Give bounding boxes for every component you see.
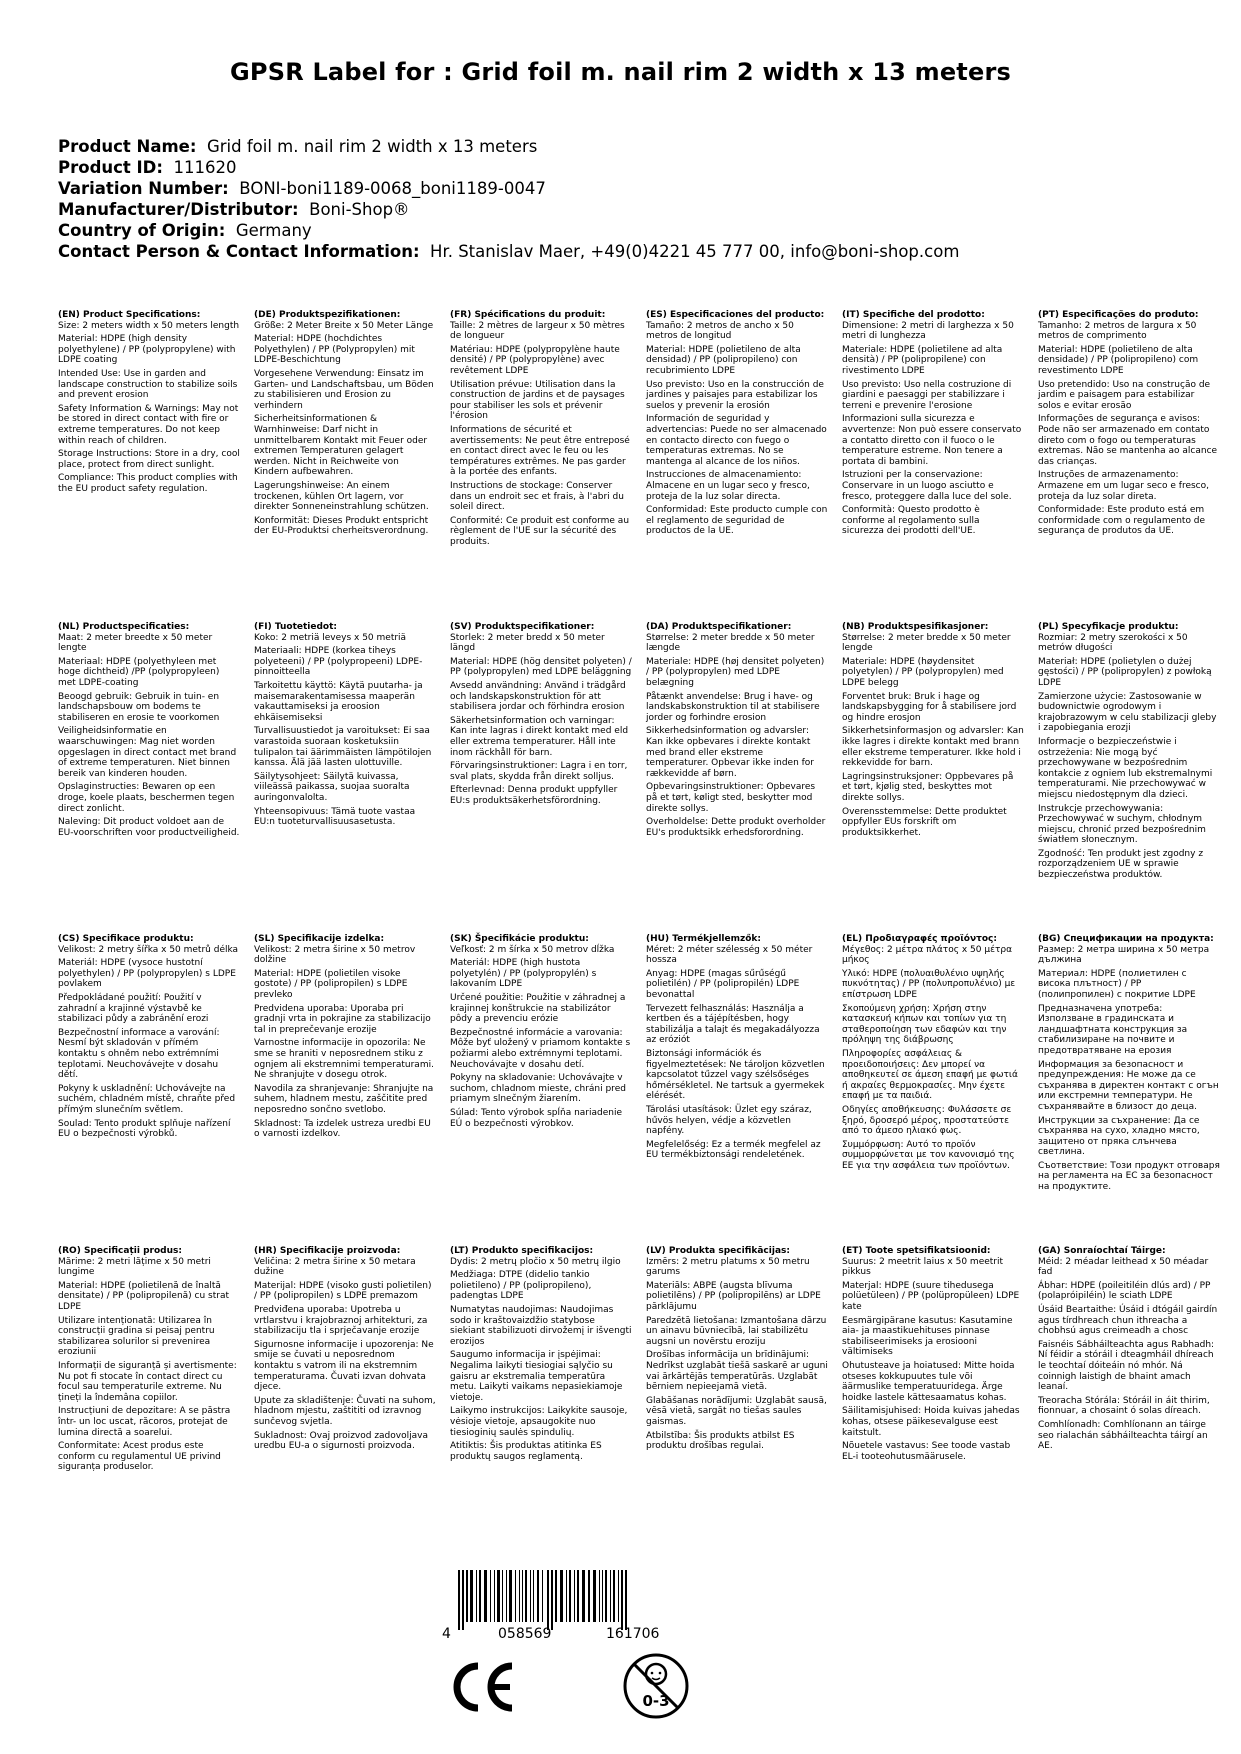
spec-paragraph: Intended Use: Use in garden and landscape construction to stabilize soils and prevent erosion [58, 368, 238, 401]
spec-block [58, 622, 254, 934]
spec-paragraph: Atbilstība: Šis produkts atbilst ES produktu drošības regulai. [646, 1430, 795, 1452]
spec-paragraph: Säilytysohjeet: Säilytä kuivassa, viileässä paikassa, suojaa suoralta auringonvalolta. [254, 771, 410, 803]
product-info [58, 136, 959, 262]
info-row [58, 199, 959, 220]
spec-paragraph: Velikost: 2 metry šířka x 50 metrů délka [58, 944, 239, 955]
barcode-bar [618, 1570, 619, 1622]
spec-paragraph: Conformité: Ce produit est conforme au règlement de l'UE sur la sécurité des produits. [450, 515, 630, 547]
spec-paragraph: Säilitamisjuhised: Hoida kuivas jahedas kohas, otsese päikesevalguse eest kaitstult. [842, 1406, 1020, 1438]
spec-paragraph: Инструкции за съхранение: Да се съхранява на сухо, хладно място, защитено от пряка слънчева светлина. [1038, 1115, 1200, 1158]
spec-paragraph: Μέγεθος: 2 μέτρα πλάτος x 50 μέτρα μήκος [842, 944, 1013, 966]
barcode-bar [605, 1570, 607, 1622]
spec-paragraph: Veiligheidsinformatie en waarschuwingen: Mag niet worden opgeslagen in direct contact met brand of extreme temperaturen. Niet binnen bereik van kinderen houden. [58, 726, 237, 779]
info-key: Product Name: [58, 137, 197, 156]
spec-heading: (HR) Specifikacije proizvoda: [254, 1246, 401, 1256]
spec-block [1038, 622, 1234, 934]
barcode-digit-3: 161706 [606, 1626, 660, 1642]
spec-paragraph: Förvaringsinstruktioner: Lagra i en torr, sval plats, skydda från direkt solljus. [450, 761, 628, 782]
spec-paragraph: Úsáid Beartaithe: Úsáid i dtógáil gairdín agus tírdhreach chun ithreacha a chobhsú agus creimeadh a chosc [1038, 1304, 1218, 1337]
spec-paragraph: Uso previsto: Uso en la construcción de jardines y paisajes para estabilizar los suelos y prevenir la erosión [646, 379, 824, 411]
spec-block [646, 310, 842, 622]
spec-paragraph: Ábhar: HDPE (poileitiléin dlús ard) / PP (polapróipiléin) le sciath LDPE [1038, 1280, 1211, 1302]
spec-paragraph: Nõuetele vastavus: See toode vastab EL-i tooteohutusmäärusele. [842, 1441, 1011, 1462]
barcode-bar [502, 1570, 503, 1622]
spec-paragraph: Veľkosť: 2 m šírka x 50 metrov dĺžka [450, 944, 615, 955]
spec-heading: (FR) Spécifications du produit: [450, 310, 606, 320]
spec-paragraph: Utilisation prévue: Utilisation dans la construction de jardins et de paysages pour stabiliser les sols et prévenir l'érosion [450, 379, 625, 422]
barcode-bar [625, 1570, 627, 1630]
spec-paragraph: Určené použitie: Použitie v záhradnej a krajinnej konštrukcie na stabilizátor pôdy a prevenciu erózie [450, 992, 626, 1025]
spec-paragraph: Suurus: 2 meetrit laius x 50 meetrit pikkus [842, 1256, 1004, 1278]
spec-paragraph: Conformitate: Acest produs este conform cu regulamentul UE privind siguranța produselor. [58, 1441, 221, 1473]
spec-paragraph: Overensstemmelse: Dette produktet oppfyller EUs forskrift om produktsikkerhet. [842, 806, 1007, 838]
spec-paragraph: Anyag: HDPE (magas sűrűségű polietilén) / PP (polipropilén) LDPE bevonattal [646, 968, 800, 1000]
spec-heading: (LT) Produkto specifikacijos: [450, 1246, 594, 1256]
spec-paragraph: Material: HDPE (polietileno de alta densidad) / PP (polipropileno) con recubrimiento LDPE [646, 344, 801, 376]
barcode-bar [490, 1570, 491, 1622]
spec-paragraph: Sicherheitsinformationen & Warnhinweise: Darf nicht in unmittelbarem Kontakt mit Feuer oder extremen Temperaturen gelagert werden. Nicht in Reichweite von Kindern aufbewahren. [254, 414, 428, 478]
spec-block [842, 310, 1038, 622]
spec-paragraph: Tamaño: 2 metros de ancho x 50 metros de longitud [646, 320, 794, 342]
barcode-bar [515, 1570, 516, 1622]
barcode-bar [574, 1570, 575, 1622]
info-value: 111620 [173, 158, 237, 177]
age-label: 0-3 [642, 1692, 670, 1710]
barcode-bar [560, 1570, 563, 1622]
barcode-bar [555, 1570, 557, 1622]
spec-paragraph: Информация за безопасност и предупреждения: Не може да се съхранява в директен контакт с огън или екстремни температури. Не съхранявайте в близост до деца. [1038, 1059, 1219, 1112]
spec-block [842, 1246, 1038, 1558]
barcode-bar [537, 1570, 539, 1622]
spec-paragraph: Maat: 2 meter breedte x 50 meter lengte [58, 632, 213, 654]
spec-paragraph: Informacje o bezpieczeństwie i ostrzeżenia: Nie mogą być przechowywane w bezpośrednim kontakcie z ogniem lub ekstremalnymi temperaturami. Nie przechowywać w miejscu niedostępnym dla dzieci. [1038, 736, 1213, 800]
spec-paragraph: Materiale: HDPE (polietilene ad alta densità) / PP (polipropilene) con rivestimento LDPE [842, 344, 1003, 376]
spec-paragraph: Skladnost: Ta izdelek ustreza uredbi EU o varnosti izdelkov. [254, 1118, 431, 1140]
spec-paragraph: Sikkerhedsinformation og advarsler: Kan ikke opbevares i direkte kontakt med brand eller ekstreme temperaturer. Opbevar ikke inden for rækkevidde af børn. [646, 726, 815, 779]
spec-heading: (SL) Specifikacije izdelka: [254, 934, 385, 944]
ce-mark-icon [448, 1660, 518, 1714]
spec-block [254, 934, 450, 1246]
spec-heading: (FI) Tuotetiedot: [254, 622, 338, 632]
info-key: Country of Origin: [58, 221, 226, 240]
spec-paragraph: Informazioni sulla sicurezza e avvertenze: Non può essere conservato a contatto diretto con il fuoco o le temperature estreme. Non tenere a portata di bambini. [842, 414, 1022, 467]
spec-paragraph: Instrukcje przechowywania: Przechowywać w suchym, chłodnym miejscu, chronić przed bezpośrednim światłem słonecznym. [1038, 803, 1206, 846]
spec-paragraph: Uso pretendido: Uso na construção de jardim e paisagem para estabilizar solos e evitar erosão [1038, 379, 1211, 411]
spec-paragraph: Saugumo informacija ir įspėjimai: Negalima laikyti tiesiogiai sąlyčio su gaisru ar ekstremalia temperatūra metu. Laikyti vaikams nepasiekiamoje vietoje. [450, 1350, 623, 1403]
info-row [58, 241, 959, 262]
spec-heading: (GA) Sonraíochtaí Táirge: [1038, 1246, 1166, 1256]
spec-paragraph: Materiaali: HDPE (korkea tiheys polyeteeni) / PP (polypropeeni) LDPE-pinnoitteella [254, 646, 423, 678]
spec-paragraph: Turvallisuustiedot ja varoitukset: Ei saa varastoida suoraan kosketuksiin tulipalon tai äärimmäisten lämpötilojen kanssa. Älä jää lasten ulottuville. [254, 726, 432, 769]
barcode-bar [479, 1570, 481, 1622]
spec-paragraph: Instructions de stockage: Conserver dans un endroit sec et frais, à l'abri du soleil direct. [450, 480, 624, 513]
page-title: GPSR Label for : Grid foil m. nail rim 2 width x 13 meters [230, 58, 1011, 86]
spec-paragraph: Σκοπούμενη χρήση: Χρήση στην κατασκευή κήπων και τοπίων για τη σταθεροποίηση των εδαφών και την πρόληψη της διάβρωσης [842, 1003, 1007, 1046]
spec-paragraph: Opbevaringsinstruktioner: Opbevares på et tørt, køligt sted, beskytter mod direkte sollys. [646, 782, 816, 814]
spec-paragraph: Größe: 2 Meter Breite x 50 Meter Länge [254, 320, 434, 331]
barcode-bar [566, 1570, 567, 1622]
barcode-bar [484, 1570, 487, 1622]
barcode-bar [525, 1570, 527, 1622]
spec-paragraph: Materiał: HDPE (polietylen o dużej gęstości) / PP (polipropylen) z powłoką LDPE [1038, 656, 1212, 688]
spec-paragraph: Instrucciones de almacenamiento: Almacene en un lugar seco y fresco, proteja de la luz solar directa. [646, 470, 810, 502]
barcode-digit-2: 058569 [498, 1626, 552, 1642]
spec-paragraph: Opslaginstructies: Bewaren op een droge, koele plaats, beschermen tegen direct zonlicht. [58, 782, 235, 814]
spec-paragraph: Izmērs: 2 metru platums x 50 metru garums [646, 1256, 810, 1278]
spec-paragraph: Vorgesehene Verwendung: Einsatz im Garten- und Landschaftsbau, um Böden zu stabilisieren und Erosion zu verhindern [254, 368, 434, 411]
spec-heading: (NL) Productspecificaties: [58, 622, 190, 632]
spec-paragraph: Storage Instructions: Store in a dry, cool place, protect from direct sunlight. [58, 449, 240, 470]
spec-paragraph: Πληροφορίες ασφάλειας & προειδοποιήσεις: Δεν μπορεί να αποθηκευτεί σε άμεση επαφή με φωτιά ή ακραίες θερμοκρασίες. Μην έχετε επαφή με τα παιδιά. [842, 1048, 1018, 1102]
spec-heading: (ET) Toote spetsifikatsioonid: [842, 1246, 991, 1256]
spec-paragraph: Numatytas naudojimas: Naudojimas sodo ir kraštovaizdžio statybose siekiant stabilizuoti dirvožemį ir išvengti erozijos [450, 1304, 632, 1347]
barcode-bar [547, 1570, 549, 1630]
spec-paragraph: Efterlevnad: Denna produkt uppfyller EU:s produktsäkerhetsförordning. [450, 785, 618, 806]
barcode-bar [509, 1570, 512, 1622]
spec-block [450, 310, 646, 622]
spec-paragraph: Upute za skladištenje: Čuvati na suhom, hladnom mjestu, zaštititi od izravnog sunčevog svjetla. [254, 1395, 436, 1427]
spec-block [450, 934, 646, 1246]
spec-paragraph: Συμμόρφωση: Αυτό το προϊόν συμμορφώνεται με τον κανονισμό της ΕΕ για την ασφάλεια των προϊόντων. [842, 1139, 1015, 1171]
spec-paragraph: Matériau: HDPE (polypropylène haute densité) / PP (polypropylène) avec revêtement LDPE [450, 344, 620, 376]
info-row [58, 136, 959, 157]
spec-paragraph: Biztonsági információk és figyelmeztetések: Ne tároljon közvetlen kapcsolatot tűzzel vagy szélsőséges hőmérsékletel. Ne tartsuk a gyermekek elérését. [646, 1048, 825, 1102]
spec-paragraph: Størrelse: 2 meter bredde x 50 meter lengde [842, 632, 1011, 654]
spec-paragraph: Sigurnosne informacije i upozorenja: Ne smije se čuvati u neposrednom kontaktu s vatrom ili na ekstremnim temperaturama. Čuvati izvan dohvata djece. [254, 1339, 434, 1393]
spec-block [58, 934, 254, 1246]
barcode-bar [551, 1570, 553, 1630]
spec-paragraph: Velikost: 2 metra širine x 50 metrov dolžine [254, 944, 416, 966]
spec-paragraph: Informații de siguranță și avertismente: Nu pot fi stocate în contact direct cu focul sau temperaturile extreme. Nu țineți la îndemâna copiilor. [58, 1360, 237, 1403]
spec-paragraph: Taille: 2 mètres de largeur x 50 mètres de longueur [450, 320, 625, 342]
spec-heading: (PT) Especificações do produto: [1038, 310, 1199, 320]
spec-paragraph: Megfelelőség: Ez a termék megfelel az EU termékbiztonsági rendeletének. [646, 1139, 821, 1161]
spec-block [254, 622, 450, 934]
spec-paragraph: Materiale: HDPE (høj densitet polyeten) / PP (polypropylen) med LDPE belægning [646, 656, 825, 688]
spec-paragraph: Konformität: Dieses Produkt entspricht der EU-Produktsi cherheitsverordnung. [254, 515, 429, 537]
spec-block [1038, 1246, 1234, 1558]
barcode-bars [430, 1570, 730, 1630]
spec-paragraph: Paredzētā lietošana: Izmantošana dārzu un ainavu būvniecībā, lai stabilizētu augsni un novērstu eroziju [646, 1315, 827, 1347]
spec-paragraph: Påtænkt anvendelse: Brug i have- og landskabskonstruktion til at stabilisere jorder og forhindre erosion [646, 691, 820, 723]
spec-paragraph: Tamanho: 2 metros de largura x 50 metros de comprimento [1038, 320, 1197, 342]
spec-paragraph: Conformidad: Este producto cumple con el reglamento de seguridad de productos de la UE. [646, 505, 828, 537]
spec-paragraph: Materiāls: ABPE (augsta blīvuma polietilēns) / PP (polipropilēns) ar LDPE pārklājumu [646, 1280, 821, 1312]
spec-paragraph: Dimensione: 2 metri di larghezza x 50 metri di lunghezza [842, 320, 1014, 342]
spec-paragraph: Veličina: 2 metra širine x 50 metara dužine [254, 1256, 416, 1278]
spec-block [842, 622, 1038, 934]
spec-heading: (DA) Produktspecifikationer: [646, 622, 792, 632]
spec-heading: (HU) Termékjellemzők: [646, 934, 762, 944]
info-value: Grid foil m. nail rim 2 width x 13 meters [206, 137, 538, 156]
barcode-bar [582, 1570, 585, 1622]
barcode-bar [462, 1570, 464, 1630]
spec-paragraph: Lagerungshinweise: An einem trockenen, kühlen Ort lagern, vor direkter Sonneneinstrahlung schützen. [254, 480, 429, 513]
info-key: Contact Person & Contact Information: [58, 242, 420, 261]
spec-block [450, 1246, 646, 1558]
barcode-bar [599, 1570, 600, 1622]
spec-paragraph: Koko: 2 metriä leveys x 50 metriä [254, 632, 407, 643]
barcode-bar [613, 1570, 615, 1622]
barcode-bar [533, 1570, 534, 1622]
info-value: Hr. Stanislav Maer, +49(0)4221 45 777 00, info@boni-shop.com [430, 242, 960, 261]
spec-paragraph: Bezpečnostní informace a varování: Nesmí být skladován v přímém kontaktu s ohněm nebo extrémními teplotami. Neuchovávejte v dosahu dětí. [58, 1027, 220, 1081]
spec-heading: (PL) Specyfikacje produktu: [1038, 622, 1179, 632]
specs-grid [58, 310, 1234, 1558]
spec-paragraph: Pokyny na skladovanie: Uchovávajte v suchom, chladnom mieste, chráni pred priamym slnečným žiarením. [450, 1073, 626, 1105]
spec-paragraph: Bezpečnostné informácie a varovania: Môže byť uložený v priamom kontakte s požiarmi alebo extrémnymi teplotami. Neuchovávajte v dosahu detí. [450, 1027, 631, 1070]
spec-paragraph: Material: HDPE (high density polyethylene) / PP (polypropylene) with LDPE coating [58, 334, 236, 366]
spec-paragraph: Istruzioni per la conservazione: Conservare in un luogo asciutto e fresco, proteggere dalla luce del sole. [842, 470, 1012, 502]
spec-paragraph: Treoracha Stórála: Stóráil in áit thirim, fionnuar, a chosaint ó solas díreach. [1038, 1395, 1210, 1417]
spec-heading: (DE) Produktspezifikationen: [254, 310, 401, 320]
barcode-bar [476, 1570, 477, 1622]
spec-paragraph: Instruções de armazenamento: Armazene em um lugar seco e fresco, proteja da luz solar direta. [1038, 470, 1209, 502]
spec-block [254, 310, 450, 622]
spec-paragraph: Предназначена употреба: Използване в градинската и ландшафтната конструкция за стабилизиране на почвите и предотвратяване на ерозия [1038, 1003, 1188, 1056]
barcode-bar [602, 1570, 603, 1622]
spec-heading: (SV) Produktspecifikationer: [450, 622, 595, 632]
spec-heading: (CS) Specifikace produktu: [58, 934, 194, 944]
info-value: BONI-boni1189-0068_boni1189-0047 [239, 179, 546, 198]
spec-paragraph: Material: HDPE (polietileno de alta densidade) / PP (polipropileno) com revestimento LDPE [1038, 344, 1199, 376]
spec-paragraph: Conformidade: Este produto está em conformidade com o regulamento de segurança de produtos da UE. [1038, 505, 1206, 537]
barcode-bar [494, 1570, 495, 1622]
spec-block [646, 1246, 842, 1558]
spec-paragraph: Méret: 2 méter szélesség x 50 méter hossza [646, 944, 813, 966]
age-warning-icon [620, 1650, 692, 1722]
barcode-bar [458, 1570, 460, 1630]
spec-paragraph: Utilizare intenționată: Utilizarea în construcții gradina si peisaj pentru stabilizarea solurilor si prevenirea eroziunii [58, 1315, 215, 1358]
spec-paragraph: Informations de sécurité et avertissements: Ne peut être entreposé en contact direct avec le feu ou les températures extrêmes. Ne pas garder à la portée des enfants. [450, 424, 630, 478]
barcode-bar [588, 1570, 590, 1622]
spec-paragraph: Sikkerhetsinformasjon og advarsler: Kan ikke lagres i direkte kontakt med brann eller ekstreme temperaturer. Ikke hold i rekkevidde for barn. [842, 726, 1024, 769]
spec-paragraph: Säkerhetsinformation och varningar: Kan inte lagras i direkt kontakt med eld eller extrema temperaturer. Håll inte inom räckhåll för barn. [450, 715, 629, 758]
spec-paragraph: Předpokládané použití: Použití v zahradní a krajinné výstavbě ke stabilizaci půdy a zabránění erozi [58, 992, 209, 1025]
spec-paragraph: Naleving: Dit product voldoet aan de EU-voorschriften voor productveiligheid. [58, 817, 240, 838]
spec-heading: (RO) Specificații produs: [58, 1246, 182, 1256]
spec-heading: (EL) Προδιαγραφές προϊόντος: [842, 934, 997, 944]
spec-heading: (NB) Produktspesifikasjoner: [842, 622, 989, 632]
spec-paragraph: Yhteensopivuus: Tämä tuote vastaa EU:n tuoteturvallisuusasetusta. [254, 806, 416, 828]
spec-heading: (BG) Спецификации на продукта: [1038, 934, 1214, 944]
spec-paragraph: Conformità: Questo prodotto è conforme al regolamento sulla sicurezza dei prodotti dell'UE. [842, 505, 980, 537]
spec-paragraph: Safety Information & Warnings: May not be stored in direct contact with fire or extreme temperatures. Do not keep within reach of children. [58, 403, 239, 446]
spec-paragraph: Material: HDPE (polietilen visoke gostote) / PP (polipropilen) s LDPE prevleko [254, 968, 408, 1000]
spec-paragraph: Tarkoitettu käyttö: Käytä puutarha- ja maisemarakentamisessa maaperän vakauttamiseksi ja eroosion ehkäisemiseksi [254, 680, 423, 723]
spec-block [1038, 310, 1234, 622]
spec-paragraph: Predvidena uporaba: Uporaba pri gradnji vrta in pokrajine za stabilizacijo tal in preprečevanje erozije [254, 1003, 431, 1035]
spec-block [450, 622, 646, 934]
spec-paragraph: Materijal: HDPE (visoko gusti polietilen) / PP (polipropilen) s LDPE premazom [254, 1280, 432, 1302]
spec-paragraph: Overholdelse: Dette produkt overholder EU's produktsikk erhedsforordning. [646, 817, 826, 838]
spec-paragraph: Drošības informācija un brīdinājumi: Nedrīkst uzglabāt tiešā saskarē ar uguni vai ārkārtējās temperatūrās. Uzglabāt bērniem nepieejamā vietā. [646, 1350, 828, 1393]
barcode-bar [506, 1570, 507, 1622]
spec-paragraph: Materiál: HDPE (vysoce hustotní polyethylen) / PP (polypropylen) s LDPE povlakem [58, 958, 236, 990]
spec-block [58, 310, 254, 622]
spec-paragraph: Size: 2 meters width x 50 meters length [58, 320, 240, 331]
spec-paragraph: Ohutusteave ja hoiatused: Mitte hoida otseses kokkupuutes tule või äärmuslike temperatuuridega. Ärge hoidke lastele kättesaamatus kohas. [842, 1360, 1015, 1403]
barcode-bar [522, 1570, 523, 1622]
spec-paragraph: Atitiktis: Šis produktas atitinka ES produktų saugos reglamentą. [450, 1441, 602, 1462]
spec-paragraph: Predviđena uporaba: Upotreba u vrtlarstvu i krajobraznoj arhitekturi, za stabilizaciju tla i sprječavanje erozije [254, 1304, 428, 1337]
spec-block [254, 1246, 450, 1558]
spec-heading: (ES) Especificaciones del producto: [646, 310, 825, 320]
barcode-bar [610, 1570, 611, 1622]
spec-block [842, 934, 1038, 1246]
spec-paragraph: Zamierzone użycie: Zastosowanie w budownictwie ogrodowym i krajobrazowym w celu stabilizacji gleby i zapobiegania erozji [1038, 691, 1217, 734]
spec-paragraph: Размер: 2 метра ширина x 50 метра дължина [1038, 944, 1210, 966]
info-key: Variation Number: [58, 179, 229, 198]
spec-paragraph: Información de seguridad y advertencias: Puede no ser almacenado en contacto directo con fuego o temperaturas extremas. No se mantenga al alcance de los niños. [646, 414, 827, 467]
spec-paragraph: Mărime: 2 metri lățime x 50 metri lungime [58, 1256, 211, 1278]
spec-paragraph: Forventet bruk: Bruk i hage og landskapsbygging for å stabilisere jord og hindre erosjon [842, 691, 1017, 723]
spec-paragraph: Материал: HDPE (полиетилен с висока плътност) / PP (полипропилен) с покритие LDPE [1038, 968, 1196, 1000]
spec-heading: (EN) Product Specifications: [58, 310, 201, 320]
spec-paragraph: Tárolási utasítások: Üzlet egy száraz, hűvös helyen, védje a közvetlen napfény. [646, 1104, 812, 1137]
spec-paragraph: Størrelse: 2 meter bredde x 50 meter længde [646, 632, 815, 654]
spec-paragraph: Storlek: 2 meter bredd x 50 meter längd [450, 632, 605, 654]
spec-paragraph: Tervezett felhasználás: Használja a kertben és a tájépítésben, hogy stabilizálja a talajt és megakadályozza az eróziót [646, 1003, 820, 1046]
spec-paragraph: Material: HDPE (hochdichtes Polyethylen) / PP (Polypropylen) mit LDPE-Beschichtung [254, 334, 415, 366]
spec-paragraph: Varnostne informacije in opozorila: Ne sme se hraniti v neposrednem stiku z ognjem ali ekstremnimi temperaturami. Ne shranjujte v dosegu otrok. [254, 1038, 434, 1081]
barcode-bar [530, 1570, 531, 1622]
spec-paragraph: Beoogd gebruik: Gebruik in tuin- en landschapsbouw om bodems te stabiliseren en erosie te voorkomen [58, 691, 220, 723]
spec-paragraph: Súlad: Tento výrobok spĺňa nariadenie EÚ o bezpečnosti výrobkov. [450, 1107, 623, 1129]
spec-heading: (LV) Produkta specifikācijas: [646, 1246, 790, 1256]
barcode-bar [569, 1570, 571, 1622]
spec-paragraph: Avsedd användning: Använd i trädgård och landskapskonstruktion för att stabilisera jordar och förhindra erosion [450, 680, 626, 713]
spec-paragraph: Zgodność: Ten produkt jest zgodny z rozporządzeniem UE w sprawie bezpieczeństwa produktów. [1038, 848, 1204, 881]
spec-paragraph: Navodila za shranjevanje: Shranjujte na suhem, hladnem mestu, zaščitite pred neposredno sončno svetlobo. [254, 1083, 434, 1115]
spec-paragraph: Eesmärgipärane kasutus: Kasutamine aia- ja maastikuehituses pinnase stabiliseerimiseks ja erosiooni vältimiseks [842, 1315, 1013, 1358]
spec-paragraph: Sukladnost: Ovaj proizvod zadovoljava uredbu EU-a o sigurnosti proizvoda. [254, 1430, 428, 1452]
barcode-bar [621, 1570, 623, 1630]
info-key: Manufacturer/Distributor: [58, 200, 299, 219]
spec-paragraph: Material: HDPE (polietilenă de înaltă densitate) / PP (polipropilenă) cu strat LDPE [58, 1280, 230, 1312]
info-value: Boni-Shop® [309, 200, 410, 219]
barcode-bar [542, 1570, 543, 1622]
spec-paragraph: Υλικό: HDPE (πολυαιθυλένιο υψηλής πυκνότητας) / PP (πολυπροπυλένιο) με επίστρωση LDPE [842, 968, 1016, 1000]
spec-paragraph: Lagringsinstruksjoner: Oppbevares på et tørt, kjølig sted, beskyttes mot direkte sollys. [842, 771, 1014, 803]
barcode-bar [519, 1570, 520, 1622]
spec-block [58, 1246, 254, 1558]
barcode-bar [466, 1570, 468, 1622]
info-key: Product ID: [58, 158, 163, 177]
spec-block [1038, 934, 1234, 1246]
spec-paragraph: Instrucțiuni de depozitare: A se păstra într- un loc uscat, răcoros, protejat de lumina directă a soarelui. [58, 1406, 231, 1438]
spec-paragraph: Compliance: This product complies with the EU product safety regulation. [58, 473, 238, 494]
spec-block [646, 934, 842, 1246]
barcode-bar [470, 1570, 473, 1622]
barcode-digit-1: 4 [442, 1626, 451, 1642]
spec-paragraph: Faisnéis Sábháilteachta agus Rabhadh: Ní féidir a stóráil i dteagmháil dhíreach le teochtaí dóiteáin nó mhór. Ná coinnigh laistigh de bhaint amach leanaí. [1038, 1339, 1215, 1393]
spec-paragraph: Méid: 2 méadar leithead x 50 méadar fad [1038, 1256, 1209, 1278]
spec-paragraph: Pokyny k uskladnění: Uchovávejte na suchém, chladném místě, chraňte před přímým slunečním světlem. [58, 1083, 236, 1115]
spec-paragraph: Dydis: 2 metrų pločio x 50 metrų ilgio [450, 1256, 621, 1267]
spec-heading: (IT) Specifiche del prodotto: [842, 310, 985, 320]
spec-paragraph: Medžiaga: DTPE (didelio tankio polietileno) / PP (polipropileno), padengtas LDPE [450, 1270, 592, 1302]
spec-paragraph: Οδηγίες αποθήκευσης: Φυλάσσετε σε ξηρό, δροσερό μέρος, προστατεύστε από το άμεσο ηλιακό φως. [842, 1104, 1012, 1137]
barcode-bar [593, 1570, 596, 1622]
info-value: Germany [235, 221, 312, 240]
info-row [58, 157, 959, 178]
spec-paragraph: Rozmiar: 2 metry szerokości x 50 metrów długości [1038, 632, 1188, 654]
barcode-bar [497, 1570, 500, 1622]
info-row [58, 178, 959, 199]
spec-paragraph: Materiaal: HDPE (polyethyleen met hoge dichtheid) /PP (polypropyleen) met LDPE-coating [58, 656, 220, 688]
spec-paragraph: Informações de segurança e avisos: Pode não ser armazenado em contato direto com o fogo ou temperaturas extremas. Não se mantenha ao alcance das crianças. [1038, 414, 1218, 467]
spec-paragraph: Glabāšanas norādījumi: Uzglabāt sausā, vēsā vietā, sargāt no tiešas saules gaismas. [646, 1395, 827, 1427]
spec-paragraph: Materiál: HDPE (high hustota polyetylén) / PP (polypropylén) s lakovaním LDPE [450, 958, 597, 990]
spec-paragraph: Laikymo instrukcijos: Laikykite sausoje, vėsioje vietoje, apsaugokite nuo tiesioginių saulės spindulių. [450, 1406, 628, 1438]
spec-block [646, 622, 842, 934]
spec-paragraph: Съответствие: Този продукт отговаря на регламента на ЕС за безопасност на продуктите. [1038, 1160, 1220, 1193]
spec-paragraph: Uso previsto: Uso nella costruzione di giardini e paesaggi per stabilizzare i terreni e prevenire l'erosione [842, 379, 1012, 411]
barcode-bar [577, 1570, 579, 1622]
spec-paragraph: Material: HDPE (hög densitet polyeten) / PP (polypropylen) med LDPE beläggning [450, 656, 632, 678]
spec-paragraph: Materiale: HDPE (høydensitet polyetylen) / PP (polypropylen) med LDPE belegg [842, 656, 1004, 688]
spec-paragraph: Soulad: Tento produkt splňuje nařízení EU o bezpečnosti výrobků. [58, 1118, 231, 1140]
spec-heading: (SK) Špecifikácie produktu: [450, 934, 589, 944]
info-row [58, 220, 959, 241]
spec-paragraph: Comhlíonadh: Comhlíonann an táirge seo rialachán sábháilteachta táirgí an AE. [1038, 1419, 1208, 1452]
spec-paragraph: Materjal: HDPE (suure tihedusega polüetüleen) / PP (polüpropüleen) LDPE kate [842, 1280, 1020, 1312]
